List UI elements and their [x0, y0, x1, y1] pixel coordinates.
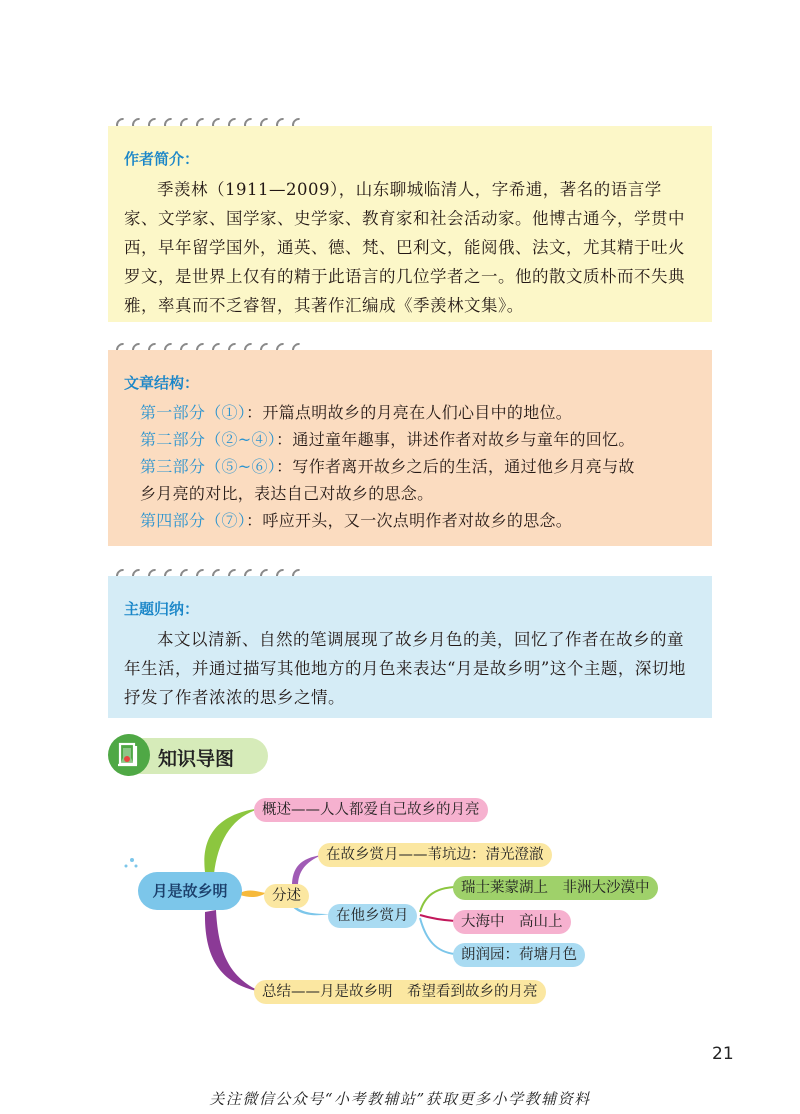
mindmap-title: 知识导图: [158, 748, 235, 770]
structure-part-3-cont: 乡月亮的对比，表达自己对故乡的思念。: [140, 484, 434, 503]
author-text: 季羡林（1911—2009），山东聊城临清人，字希逋，著名的语言学家、文学家、国学家、史学家、教育家和社会活动家。他博古通今，学贯中西，早年留学国外，通英、德、梵、巴利文，能阅俄、法文，尤其精于吐火罗文，是世界上仅有的精于此语言的几位学者之一。他的散文质朴而不失典雅，率真而不乏睿智，其著作汇编成《季羡林文集》。: [124, 180, 685, 315]
footer-note: 关注微信公众号“小考教辅站”获取更多小学教辅资料: [209, 1090, 591, 1108]
mindmap-split-node: 分述: [264, 884, 309, 908]
page-number: 21: [712, 1044, 734, 1064]
structure-part-1: 第一部分（①）：开篇点明故乡的月亮在人们心目中的地位。: [140, 403, 573, 422]
mindmap-summary-node: 总结——月是故乡明 希望看到故乡的月亮: [254, 980, 546, 1004]
mindmap-overview-node: 概述——人人都爱自己故乡的月亮: [254, 798, 488, 822]
mindmap-home-moon-node: 在故乡赏月——苇坑边：清光澄澈: [318, 843, 552, 867]
mindmap-places-node-3: 朗润园：荷塘月色: [453, 943, 585, 967]
theme-text: 本文以清新、自然的笔调展现了故乡月色的美，回忆了作者在故乡的童年生活，并通过描写其他地方的月色来表达“月是故乡明”这个主题，深切地抒发了作者浓浓的思乡之情。: [124, 630, 686, 707]
mindmap-other-moon-node: 在他乡赏月: [328, 904, 417, 928]
theme-heading: 主题归纳：: [124, 600, 200, 618]
structure-heading: 文章结构：: [124, 374, 200, 392]
structure-part-4: 第四部分（⑦）：呼应开头，又一次点明作者对故乡的思念。: [140, 511, 573, 530]
structure-part-3: 第三部分（⑤~⑥）：写作者离开故乡之后的生活，通过他乡月亮与故: [140, 457, 635, 476]
mindmap-places-node-1: 瑞士莱蒙湖上 非洲大沙漠中: [453, 876, 658, 900]
structure-part-2: 第二部分（②~④）：通过童年趣事，讲述作者对故乡与童年的回忆。: [140, 430, 635, 449]
mindmap-places-node-2: 大海中 高山上: [453, 910, 571, 934]
mindmap-root-node: 月是故乡明: [138, 872, 242, 910]
author-heading: 作者简介：: [124, 150, 200, 168]
